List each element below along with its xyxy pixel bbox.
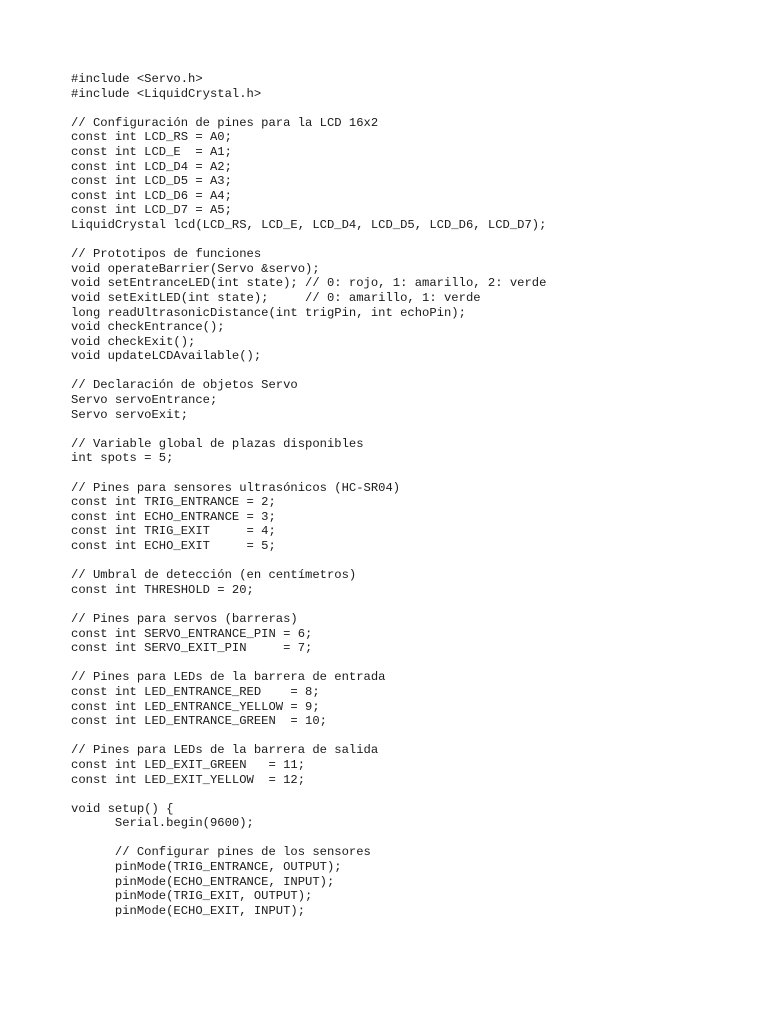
code-line: pinMode(ECHO_ENTRANCE, INPUT);: [71, 874, 335, 889]
code-line: // Pines para LEDs de la barrera de entrada: [71, 670, 386, 685]
blank-line: [71, 729, 751, 744]
blank-line: [71, 597, 751, 612]
code-line: // Prototipos de funciones: [71, 247, 262, 262]
code-line: // Declaración de objetos Servo: [71, 378, 298, 393]
code-line: const int SERVO_EXIT_PIN = 7;: [71, 641, 313, 656]
blank-line: [71, 422, 751, 437]
code-line: const int TRIG_ENTRANCE = 2;: [71, 495, 276, 510]
blank-line: [71, 831, 751, 846]
code-line: const int LED_ENTRANCE_YELLOW = 9;: [71, 699, 320, 714]
blank-line: [71, 787, 751, 802]
code-line: pinMode(TRIG_ENTRANCE, OUTPUT);: [71, 860, 342, 875]
code-line: Serial.begin(9600);: [71, 816, 254, 831]
code-line: const int LED_EXIT_YELLOW = 12;: [71, 772, 306, 787]
code-line: void setExitLED(int state); // 0: amarillo, 1: verde: [71, 290, 481, 305]
code-line: #include <LiquidCrystal.h>: [71, 86, 262, 101]
code-line: // Pines para LEDs de la barrera de salida: [71, 743, 379, 758]
code-line: const int THRESHOLD = 20;: [71, 582, 254, 597]
code-line: const int LCD_RS = A0;: [71, 130, 232, 145]
code-line: // Pines para sensores ultrasónicos (HC-SR04): [71, 480, 401, 495]
code-line: const int LCD_D4 = A2;: [71, 159, 232, 174]
code-line: void checkEntrance();: [71, 320, 225, 335]
code-line: void setup() {: [71, 801, 174, 816]
code-line: const int SERVO_ENTRANCE_PIN = 6;: [71, 626, 313, 641]
code-line: pinMode(TRIG_EXIT, OUTPUT);: [71, 889, 313, 904]
code-line: const int ECHO_EXIT = 5;: [71, 539, 276, 553]
code-line: const int ECHO_ENTRANCE = 3;: [71, 509, 276, 524]
blank-line: [71, 364, 751, 379]
code-line: // Configurar pines de los sensores: [71, 845, 371, 860]
code-line: const int LCD_E = A1;: [71, 144, 232, 159]
code-line: const int LCD_D5 = A3;: [71, 174, 232, 189]
code-line: void checkExit();: [71, 334, 196, 349]
code-line: long readUltrasonicDistance(int trigPin, int echoPin);: [71, 305, 466, 320]
code-line: // Variable global de plazas disponibles: [71, 436, 364, 451]
code-line: // Configuración de pines para la LCD 16x2: [71, 115, 379, 130]
code-line: pinMode(ECHO_EXIT, INPUT);: [71, 903, 306, 918]
blank-line: [71, 466, 751, 481]
code-line: LiquidCrystal lcd(LCD_RS, LCD_E, LCD_D4, LCD_D5, LCD_D6, LCD_D7);: [71, 217, 547, 232]
code-line: const int TRIG_EXIT = 4;: [71, 524, 276, 539]
code-line: const int LED_ENTRANCE_RED = 8;: [71, 684, 320, 699]
code-line: // Pines para servos (barreras): [71, 611, 298, 626]
code-line: Servo servoExit;: [71, 407, 189, 422]
code-line: const int LCD_D7 = A5;: [71, 203, 232, 218]
code-line: #include <Servo.h>: [71, 72, 203, 86]
blank-line: [71, 101, 751, 116]
code-line: const int LED_EXIT_GREEN = 11;: [71, 757, 306, 772]
code-line: Servo servoEntrance;: [71, 393, 218, 408]
blank-line: [71, 656, 751, 671]
code-line: // Umbral de detección (en centímetros): [71, 568, 357, 583]
blank-line: [71, 233, 751, 248]
blank-line: [71, 554, 751, 569]
code-line: int spots = 5;: [71, 451, 174, 466]
code-line: const int LED_ENTRANCE_GREEN = 10;: [71, 714, 327, 729]
code-block: [71, 72, 751, 918]
code-line: void setEntranceLED(int state); // 0: rojo, 1: amarillo, 2: verde: [71, 276, 547, 291]
code-line: void operateBarrier(Servo &servo);: [71, 261, 320, 276]
code-line: const int LCD_D6 = A4;: [71, 188, 232, 203]
code-line: void updateLCDAvailable();: [71, 349, 262, 364]
